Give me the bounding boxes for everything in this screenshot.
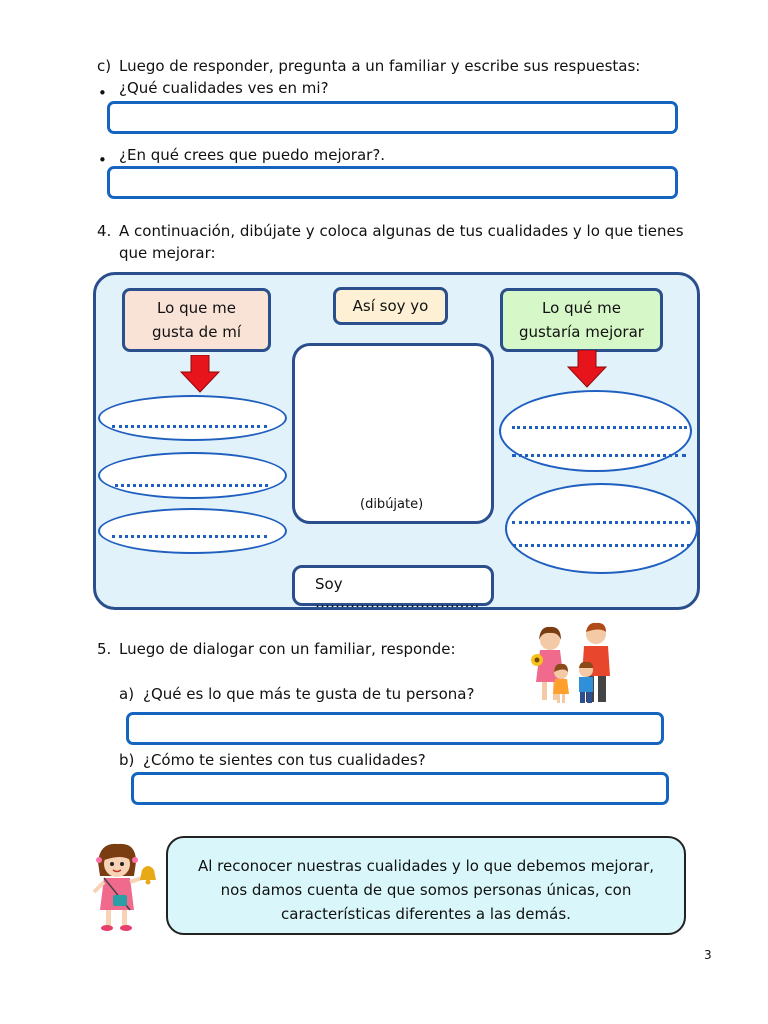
improve-oval-2[interactable]	[505, 483, 698, 574]
question-b-text: ¿Cómo te sientes con tus cualidades?	[143, 751, 426, 769]
improve-oval-1-dotted-line-2	[512, 454, 686, 457]
bullet-dot-icon: •	[98, 84, 107, 102]
bullet-dot-icon: •	[98, 151, 107, 169]
section-c-instruction: Luego de responder, pregunta a un familiar y escribe sus respuestas:	[119, 57, 641, 75]
section-4-instruction-line-1: A continuación, dibújate y coloca algunas de tus cualidades y lo que tienes	[119, 222, 684, 240]
improve-oval-2-dotted-line-2	[513, 544, 690, 547]
answer-field-improve[interactable]	[107, 166, 678, 199]
page-number: 3	[704, 948, 712, 962]
question-a-label: a)	[119, 685, 135, 703]
improve-oval-1-dotted-line-1	[512, 426, 687, 429]
asi-soy-yo-heading-box	[333, 287, 448, 325]
closing-message-line-2: nos damos cuenta de que somos personas únicas, con	[220, 881, 632, 899]
answer-field-qualities[interactable]	[107, 101, 678, 134]
soy-statement-text: Soy ………………………..….	[315, 575, 480, 611]
girl-with-bell-illustration	[86, 840, 166, 936]
section-5-number: 5.	[97, 640, 112, 658]
section-4-instruction-line-2: que mejorar:	[119, 244, 216, 262]
improve-heading-box	[500, 288, 663, 352]
section-5-instruction: Luego de dialogar con un familiar, responde:	[119, 640, 456, 658]
family-illustration	[528, 620, 624, 706]
improve-heading-line-2: gustaría mejorar	[519, 323, 644, 341]
likes-heading-box	[122, 288, 271, 352]
question-b-label: b)	[119, 751, 135, 769]
drawing-hint: (dibújate)	[360, 497, 424, 512]
soy-statement-field[interactable]	[292, 565, 494, 611]
asi-soy-yo-heading: Así soy yo	[352, 297, 429, 315]
down-arrow-icon	[567, 350, 607, 388]
likes-oval-1[interactable]	[98, 395, 287, 441]
closing-message-bubble	[166, 836, 686, 935]
bullet-question-improve: ¿En qué crees que puedo mejorar?.	[119, 146, 386, 164]
bullet-question-qualities: ¿Qué cualidades ves en mi?	[119, 79, 329, 97]
likes-oval-2-dotted-line	[115, 484, 268, 487]
likes-heading-line-1: Lo que me	[157, 299, 236, 317]
likes-oval-3[interactable]	[98, 508, 287, 554]
likes-oval-3-dotted-line	[112, 535, 267, 538]
down-arrow-icon	[180, 355, 220, 393]
section-4-number: 4.	[97, 222, 112, 240]
improve-oval-2-dotted-line-1	[512, 521, 690, 524]
section-c-label: c)	[97, 57, 112, 75]
likes-heading-line-2: gusta de mí	[152, 323, 241, 341]
closing-message-line-3: características diferentes a las demás.	[281, 905, 571, 923]
answer-field-question-b[interactable]	[131, 772, 669, 805]
improve-oval-1[interactable]	[499, 390, 692, 472]
improve-heading-line-1: Lo qué me	[542, 299, 621, 317]
likes-oval-1-dotted-line	[112, 425, 267, 428]
question-a-text: ¿Qué es lo que más te gusta de tu persona?	[143, 685, 475, 703]
likes-oval-2[interactable]	[98, 452, 287, 499]
closing-message-line-1: Al reconocer nuestras cualidades y lo que debemos mejorar,	[197, 857, 655, 875]
self-portrait-drawing-area[interactable]	[292, 343, 494, 524]
answer-field-question-a[interactable]	[126, 712, 664, 745]
